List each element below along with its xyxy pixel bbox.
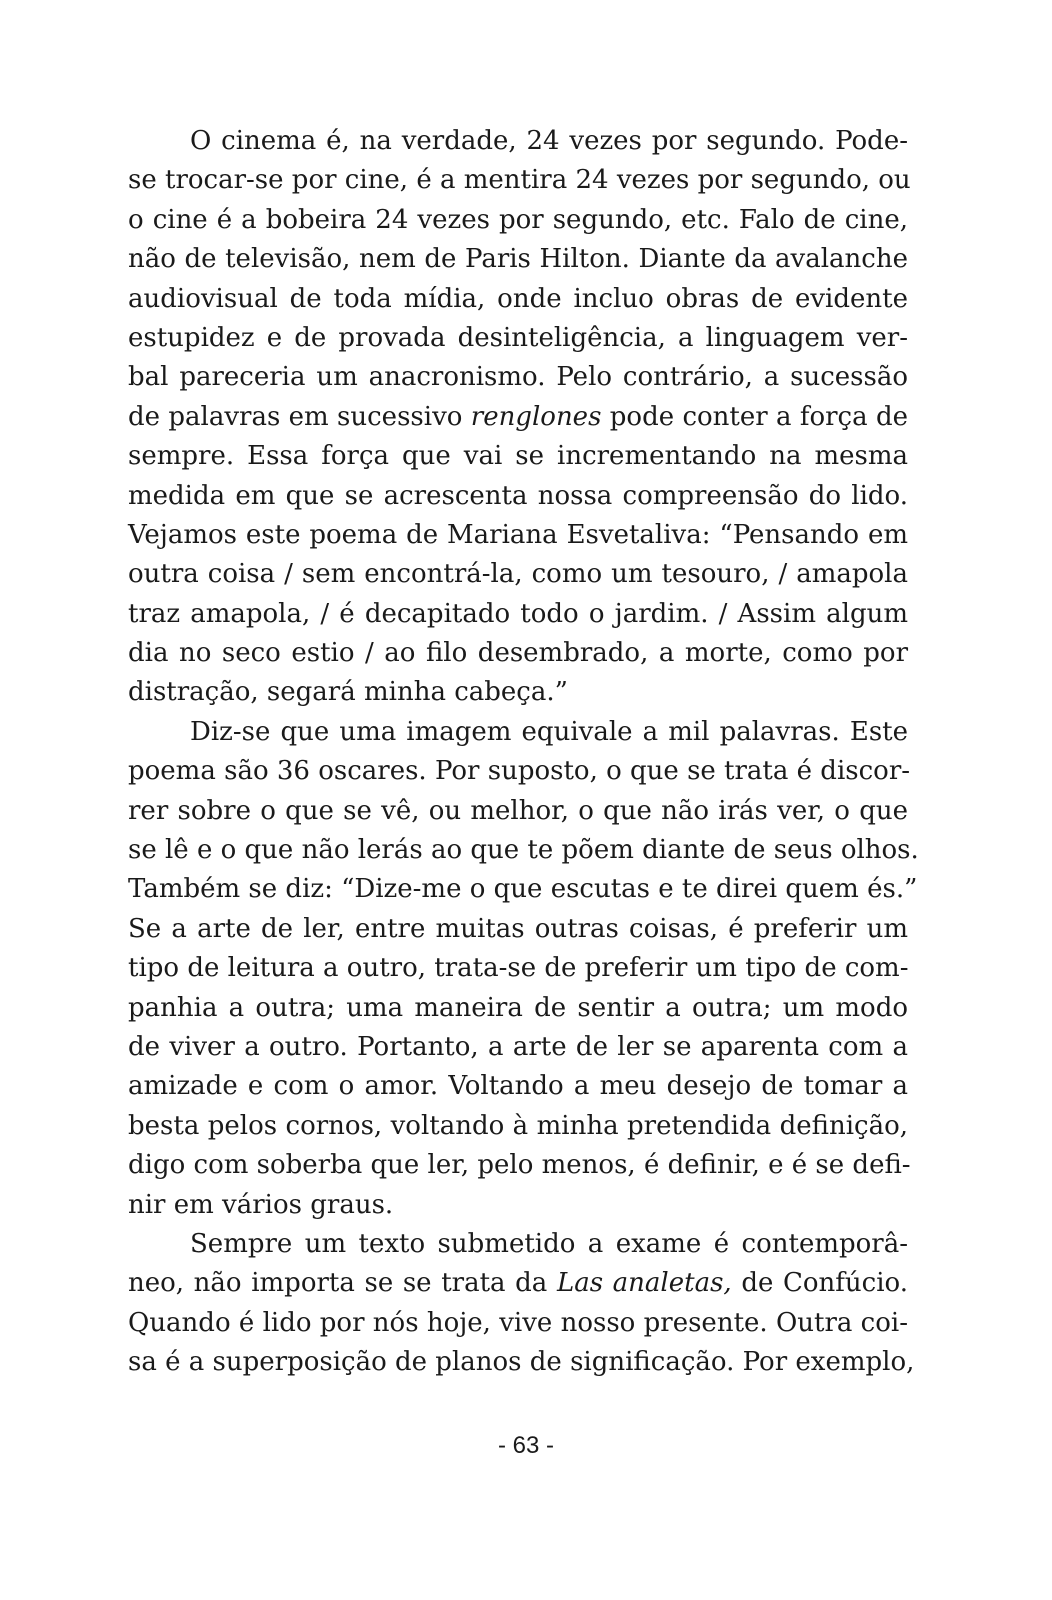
text-run: neo, não importa se se trata da [128,1268,557,1299]
text-run: Diz-se que uma imagem equivale a mil palavras. Este [190,716,908,747]
paragraph [128,122,911,713]
text-run: não de televisão, nem de Paris Hilton. Diante da avalanche [128,244,908,275]
text-line [128,280,908,319]
text-line [128,910,908,949]
text-line [128,1304,908,1343]
text-run: distração, segará minha cabeça.” [128,677,568,708]
text-line [128,1343,915,1382]
text-line [128,870,918,909]
text-run: audiovisual de toda mídia, onde incluo obras de evidente [128,283,908,314]
body-text [128,122,919,1383]
text-line [128,516,908,555]
text-run: panhia a outra; uma maneira de sentir a outra; um modo [128,992,908,1023]
italic-text: Las analetas, [556,1268,732,1299]
text-run: Vejamos este poema de Mariana Esvetaliva: “Pensando em [128,519,908,550]
text-run: dia no seco estio / ao filo desembrado, a morte, como por [128,638,908,669]
text-run: estupidez e de provada desinteligência, a linguagem ver- [128,322,908,353]
text-run: O cinema é, na verdade, 24 vezes por segundo. Pode- [190,126,908,156]
text-line [128,240,908,279]
text-line [128,1028,908,1067]
text-line [128,989,908,1028]
text-line [128,201,908,240]
text-run: Quando é lido por nós hoje, vive nosso presente. Outra coi- [128,1307,908,1338]
text-run: besta pelos cornos, voltando à minha pretendida definição, [128,1110,908,1141]
text-run: se trocar-se por cine, é a mentira 24 vezes por segundo, ou [128,165,911,196]
text-run: digo com soberba que ler, pelo menos, é definir, e é se defi- [128,1150,911,1181]
paragraph [128,713,919,1225]
text-run: o cine é a bobeira 24 vezes por segundo, etc. Falo de cine, [128,204,908,235]
italic-text: renglones [470,401,602,432]
text-run: nir em vários graus. [128,1189,394,1220]
text-line [128,161,911,200]
text-run: Também se diz: “Dize-me o que escutas e te direi quem és.” [128,874,918,905]
text-run: Sempre um texto submetido a exame é contemporâ- [190,1228,908,1259]
text-run: rer sobre o que se vê, ou melhor, o que não irás ver, o que [128,795,908,826]
text-run: amizade e com o amor. Voltando a meu desejo de tomar a [128,1071,908,1102]
text-run: pode conter a força de [601,401,908,432]
text-line [128,713,908,752]
text-line [128,1186,908,1225]
text-run: sempre. Essa força que vai se incrementando na mesma [128,441,908,472]
text-line [128,1146,911,1185]
text-line [128,477,908,516]
text-run: sa é a superposição de planos de significação. Por exemplo, [128,1347,915,1378]
text-line [128,1225,908,1264]
text-run: de palavras em sucessivo [128,401,471,432]
text-line [128,595,908,634]
text-line [128,949,908,988]
text-line [128,122,908,161]
text-line [128,1264,908,1303]
text-line [128,673,908,712]
text-line [128,437,908,476]
text-run: de viver a outro. Portanto, a arte de ler se aparenta com a [128,1031,908,1062]
text-run: bal pareceria um anacronismo. Pelo contrário, a sucessão [128,362,908,393]
text-run: se lê e o que não lerás ao que te põem diante de seus olhos. [128,835,919,866]
text-run: poema são 36 oscares. Por suposto, o que se trata é discor- [128,756,911,787]
text-run: traz amapola, / é decapitado todo o jardim. / Assim algum [128,598,908,629]
text-run: de Confúcio. [731,1268,908,1299]
text-line [128,831,919,870]
text-line [128,358,908,397]
text-run: medida em que se acrescenta nossa compreensão do lido. [128,480,908,511]
text-line [128,752,911,791]
text-line [128,1067,908,1106]
text-line [128,319,908,358]
text-line [128,398,908,437]
text-line [128,1107,908,1146]
page-number: - 63 - [497,1432,554,1459]
text-line [128,555,908,594]
text-line [128,792,908,831]
text-line [128,634,908,673]
text-run: Se a arte de ler, entre muitas outras coisas, é preferir um [128,913,908,944]
text-run: outra coisa / sem encontrá-la, como um tesouro, / amapola [128,559,908,590]
text-run: tipo de leitura a outro, trata-se de preferir um tipo de com- [128,953,909,984]
paragraph [128,1225,915,1383]
